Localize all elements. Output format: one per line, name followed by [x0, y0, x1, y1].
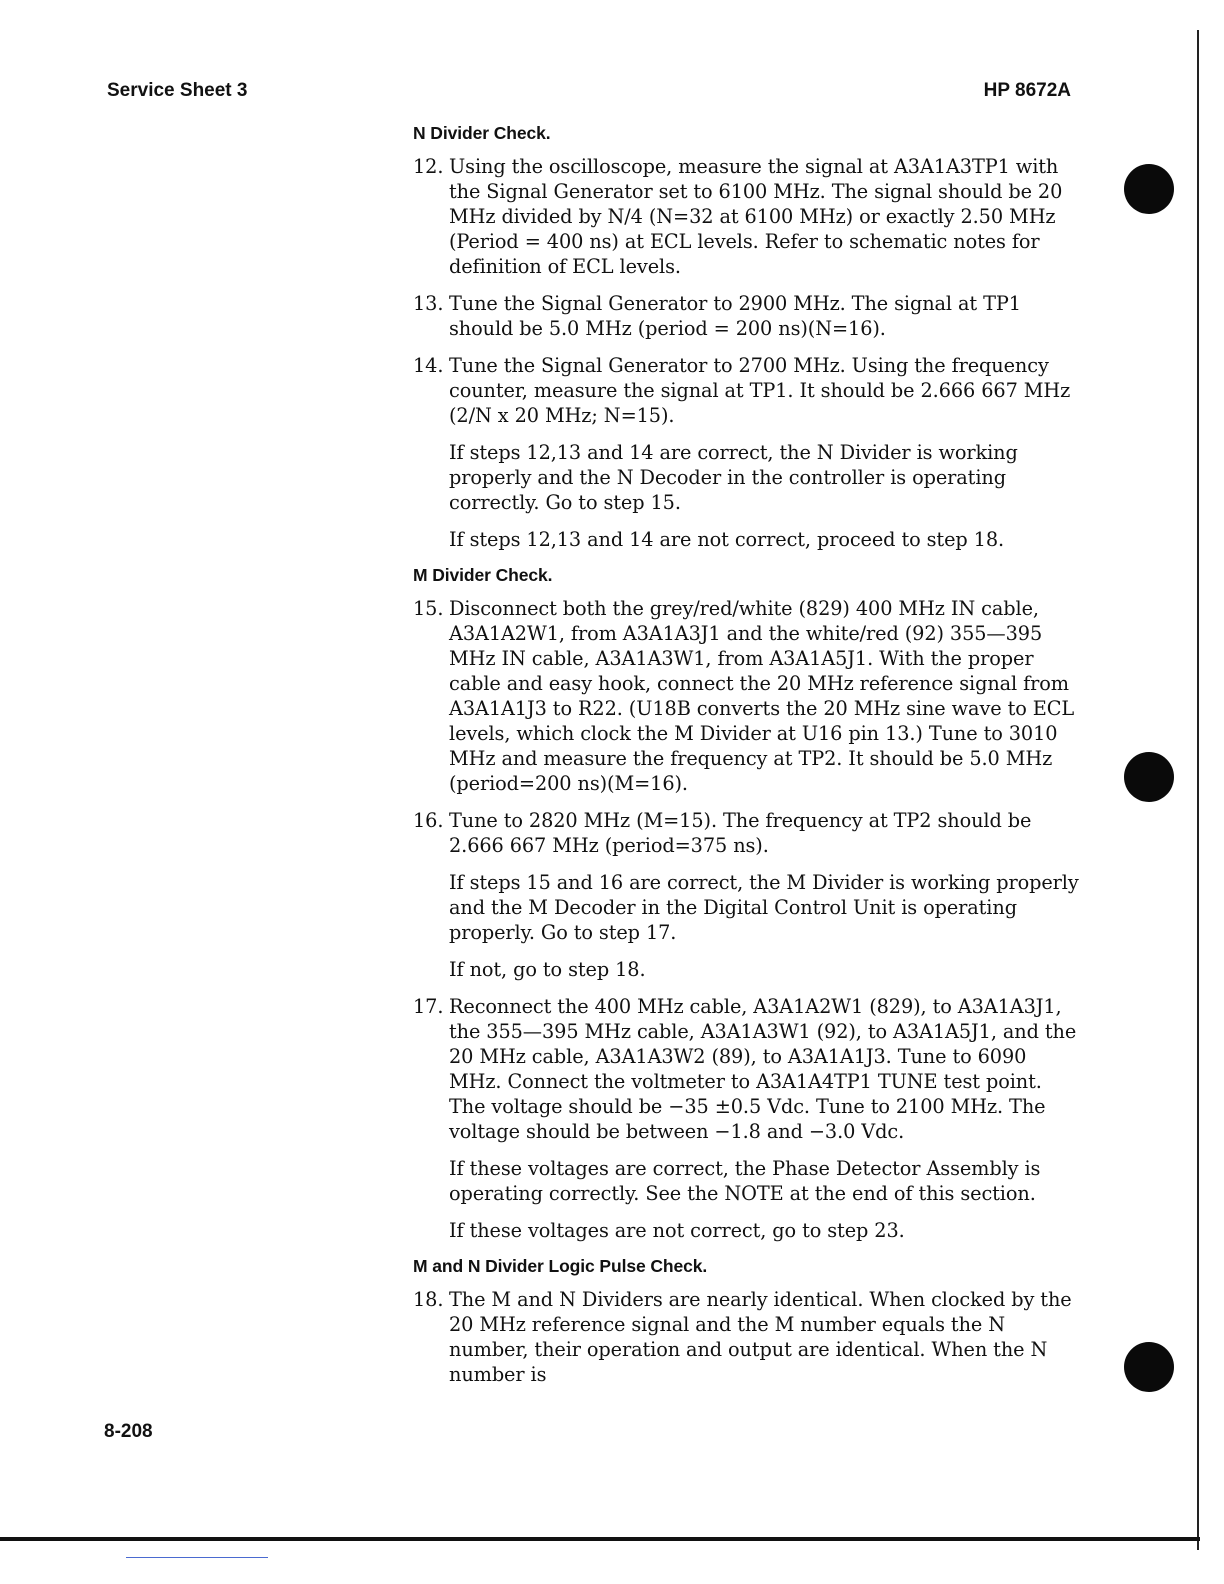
step-number: 14. — [413, 354, 444, 377]
step-number: 15. — [413, 597, 444, 620]
binder-hole-middle — [1124, 752, 1174, 802]
voltage-incorrect-note: If these voltages are not correct, go to step 23. — [449, 1219, 905, 1242]
step-text: Tune the Signal Generator to 2900 MHz. The signal at TP1 should be 5.0 MHz (period = 200 ns)(N=16). — [449, 292, 1021, 340]
header-section-label: Service Sheet 3 — [107, 80, 248, 101]
step-13 — [413, 291, 1083, 341]
page-bottom-rule — [0, 1537, 1200, 1541]
step-number: 17. — [413, 995, 444, 1018]
step-number: 18. — [413, 1288, 444, 1311]
step-number: 12. — [413, 155, 444, 178]
step-14 — [413, 353, 1083, 428]
step-text: The M and N Dividers are nearly identical. When clocked by the 20 MHz reference signal and the M number equals the N number, their operation and output are identical. When the N number is — [449, 1288, 1072, 1386]
step-text: Tune the Signal Generator to 2700 MHz. Using the frequency counter, measure the signal at TP1. It should be 2.666 667 MHz (2/N x 20 MHz; N=15). — [449, 354, 1071, 427]
m-divider-incorrect-note: If not, go to step 18. — [449, 958, 646, 981]
step-18 — [413, 1287, 1083, 1387]
voltage-correct-note: If these voltages are correct, the Phase Detector Assembly is operating correctly. See the NOTE at the end of this section. — [449, 1157, 1041, 1205]
step-text: Disconnect both the grey/red/white (829) 400 MHz IN cable, A3A1A2W1, from A3A1A3J1 and the white/red (92) 355—395 MHz IN cable, A3A1A3W1, from A3A1A5J1. With the proper cable and easy hook, connect the 20 MHz reference signal from A3A1A1J3 to R22. (U18B converts the 20 MHz sine wave to ECL levels, which clock the M Divider at U16 pin 13.) Tune to 3010 MHz and measure the frequency at TP2. It should be 5.0 MHz (period=200 ns)(M=16). — [449, 597, 1075, 795]
step-15 — [413, 596, 1083, 796]
step-text: Tune to 2820 MHz (M=15). The frequency at TP2 should be 2.666 667 MHz (period=375 ns). — [449, 809, 1032, 857]
n-divider-correct-note: If steps 12,13 and 14 are correct, the N Divider is working properly and the N Decoder in the controller is operating correctly. Go to step 15. — [449, 441, 1018, 514]
step-number: 13. — [413, 292, 444, 315]
n-divider-incorrect-note: If steps 12,13 and 14 are not correct, proceed to step 18. — [449, 528, 1005, 551]
scan-artifact-line — [126, 1557, 268, 1558]
section-title-m-divider: M Divider Check. — [413, 565, 553, 585]
step-16 — [413, 808, 1083, 858]
step-text: Using the oscilloscope, measure the signal at A3A1A3TP1 with the Signal Generator set to 6100 MHz. The signal should be 20 MHz divided by N/4 (N=32 at 6100 MHz) or exactly 2.50 MHz (Period = 400 ns) at ECL levels. Refer to schematic notes for definition of ECL levels. — [449, 155, 1063, 278]
page-body — [413, 122, 1083, 1399]
step-text: Reconnect the 400 MHz cable, A3A1A2W1 (829), to A3A1A3J1, the 355—395 MHz cable, A3A1A3W1 (92), to A3A1A5J1, and the 20 MHz cable, A3A1A3W2 (89), to A3A1A1J3. Tune to 6090 MHz. Connect the voltmeter to A3A1A4TP1 TUNE test point. The voltage should be −35 ±0.5 Vdc. Tune to 2100 MHz. The voltage should be between −1.8 and −3.0 Vdc. — [449, 995, 1077, 1143]
binder-hole-bottom — [1124, 1342, 1174, 1392]
m-divider-correct-note: If steps 15 and 16 are correct, the M Divider is working properly and the M Decoder in the Digital Control Unit is operating properly. Go to step 17. — [449, 871, 1079, 944]
step-12 — [413, 154, 1083, 279]
section-title-mn-logic: M and N Divider Logic Pulse Check. — [413, 1256, 708, 1276]
binder-hole-top — [1124, 164, 1174, 214]
page-edge-line — [1197, 30, 1199, 1550]
section-title-n-divider: N Divider Check. — [413, 123, 551, 143]
page-number: 8-208 — [104, 1421, 153, 1442]
header-model-label: HP 8672A — [983, 80, 1071, 101]
step-17 — [413, 994, 1083, 1144]
step-number: 16. — [413, 809, 444, 832]
